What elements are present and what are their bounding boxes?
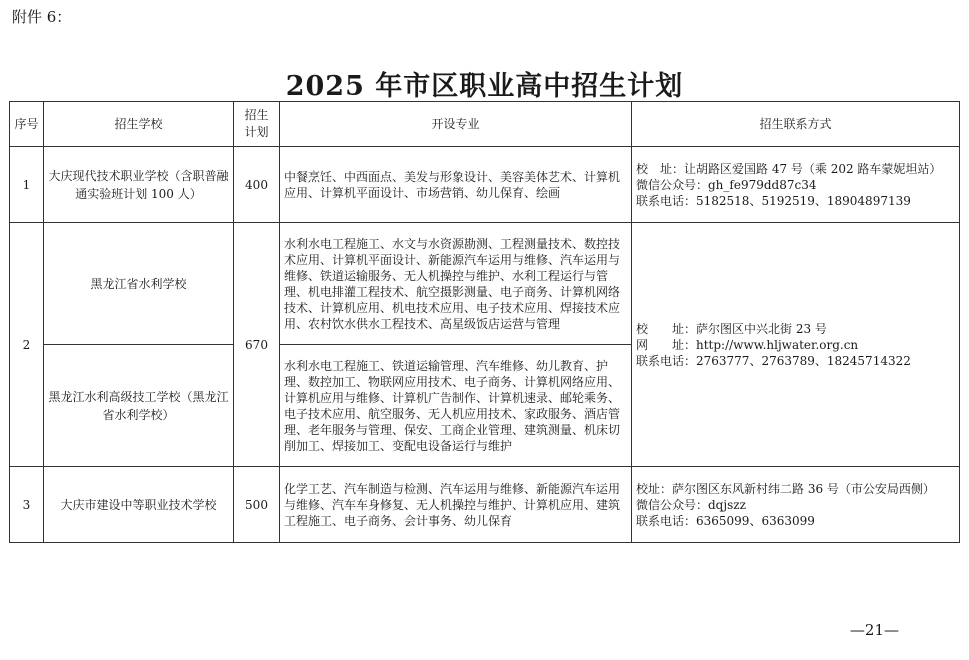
header-quota (234, 102, 280, 147)
contact-wechat: 微信公众号：dqjszz (636, 497, 746, 512)
school-name: 大庆现代技术职业学校（含职普融通实验班计划 100 人） (44, 147, 234, 223)
quota-value: 670 (234, 223, 280, 467)
quota-value: 500 (234, 467, 280, 543)
header-quota-line1: 招生 (244, 108, 269, 122)
document-title: 2025 年市区职业高中招生计划 (285, 71, 684, 102)
header-school: 招生学校 (44, 102, 234, 147)
table-row (10, 223, 960, 345)
majors-list: 化学工艺、汽车制造与检测、汽车运用与维修、新能源汽车运用与维修、汽车车身修复、无人机操控与维护、计算机应用、建筑工程施工、电子商务、会计事务、幼儿保育 (280, 467, 632, 543)
contact-address: 校 址：让胡路区爱国路 47 号（乘 202 路车蒙妮坦站） (636, 161, 942, 176)
contact-address: 校址：萨尔图区东风新村纬二路 36 号（市公安局西侧） (636, 481, 935, 496)
contact-phone: 联系电话：5182518、5192519、18904897139 (636, 193, 911, 208)
contact-website: 网 址：http://www.hljwater.org.cn (636, 337, 859, 352)
header-quota-line2: 计划 (244, 125, 269, 139)
row-index: 3 (10, 467, 44, 543)
contact-phone: 联系电话：6365099、6363099 (636, 513, 815, 528)
contact-info (632, 147, 960, 223)
quota-value: 400 (234, 147, 280, 223)
school-name: 黑龙江水利高级技工学校（黑龙江省水利学校） (44, 345, 234, 467)
row-index: 1 (10, 147, 44, 223)
contact-info (632, 467, 960, 543)
majors-list: 水利水电工程施工、水文与水资源勘测、工程测量技术、数控技术应用、计算机平面设计、新能源汽车运用与维修、汽车运用与维修、铁道运输服务、无人机操控与维护、水利工程运行与管理、机电排灌工程技术、航空摄影测量、电子商务、计算机网络技术、计算机应用、机电技术应用、电子技术应用、焊接技术应用、农村饮水供水工程技术、高星级饭店运营与管理 (280, 223, 632, 345)
contact-info (632, 223, 960, 467)
header-contact: 招生联系方式 (632, 102, 960, 147)
header-index: 序号 (10, 102, 44, 147)
header-majors: 开设专业 (280, 102, 632, 147)
school-name: 大庆市建设中等职业技术学校 (44, 467, 234, 543)
row-index: 2 (10, 223, 44, 467)
majors-list: 中餐烹饪、中西面点、美发与形象设计、美容美体艺术、计算机应用、计算机平面设计、市场营销、幼儿保育、绘画 (280, 147, 632, 223)
table-row (10, 147, 960, 223)
school-name: 黑龙江省水利学校 (44, 223, 234, 345)
table-header-row (10, 102, 960, 147)
contact-wechat: 微信公众号：gh_fe979dd87c34 (636, 177, 817, 192)
majors-list: 水利水电工程施工、铁道运输管理、汽车维修、幼儿教育、护理、数控加工、物联网应用技术、电子商务、计算机网络应用、计算机应用与维修、计算机广告制作、计算机速录、邮轮乘务、电子技术应用、航空服务、无人机应用技术、家政服务、酒店管理、老年服务与管理、保安、工商企业管理、建筑测量、机床切削加工、焊接加工、变配电设备运行与维护 (280, 345, 632, 467)
contact-address: 校 址：萨尔图区中兴北街 23 号 (636, 321, 827, 336)
table-row (10, 467, 960, 543)
contact-phone: 联系电话：2763777、2763789、18245714322 (636, 353, 911, 368)
page-number: —21— (849, 621, 899, 639)
attachment-label: 附件 6： (12, 8, 72, 26)
enrollment-plan-table (9, 101, 960, 543)
